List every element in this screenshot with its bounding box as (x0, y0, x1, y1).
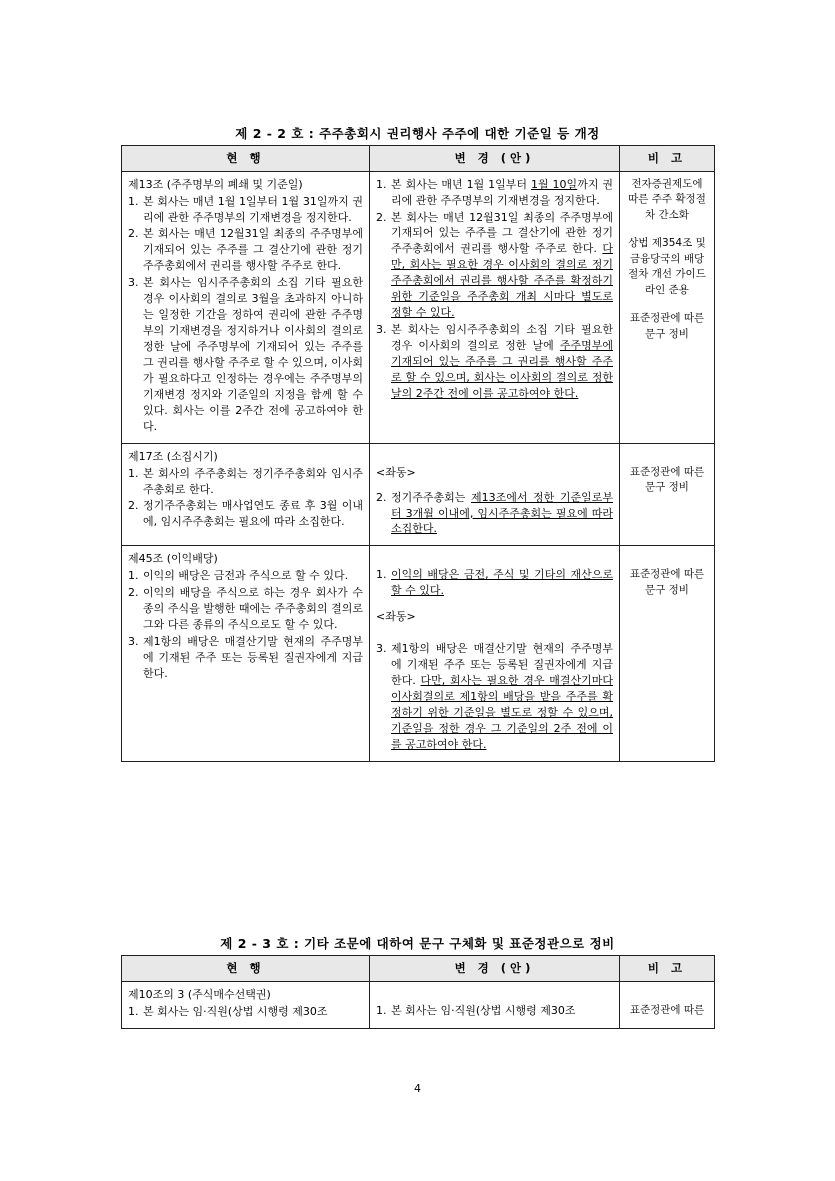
article-heading: 제17조 (소집시기) (128, 449, 218, 463)
list-item (376, 490, 613, 538)
spacer (376, 551, 613, 567)
list-item (376, 641, 613, 753)
cell-current-article-45 (122, 546, 370, 761)
list-item (128, 1004, 363, 1020)
table-row (122, 546, 715, 761)
item-text: 제1항의 배당은 매결산기말 현재의 주주명부에 기재된 주주 또는 등록된 질권자에게 지급한다. 다만, 회사는 필요한 경우 매결산기마다 이사회결의로 제1항의 배당을 받을 주주를 확정하기 위한 기준일을 별도로 정할 수 있으며, 기준일을 정한 경우 그 기준일의 2주 전에 이를 공고하여야 한다. (391, 642, 613, 751)
article-item-list (128, 194, 363, 435)
ditto-marker: <좌동> (376, 465, 416, 479)
item-text: 본 회사는 매년 1월 1일부터 1월 10일까지 권리에 관한 주주명부의 기재변경을 정지한다. (391, 177, 614, 207)
cell-note-article-45 (620, 546, 715, 761)
cell-note-article-10-3 (620, 981, 715, 1028)
spacer (376, 600, 613, 609)
ditto-marker: <좌동> (376, 610, 416, 624)
list-item (376, 177, 613, 209)
spacer (376, 481, 613, 490)
item-number: 1. (376, 568, 387, 582)
item-text: 본 회사는 임시주주총회의 소집 기타 필요한 경우 이사회의 결의로 정한 날에 주주명부에 기재되어 있는 주주를 그 권리를 행사할 주주로 할 수 있으며, 회사는 이사회의 결의로 정한 날의 2주간 전에 이를 공고하여야 한다. (391, 323, 613, 400)
cell-changed-article-17 (370, 443, 620, 546)
item-text: 본 회사는 임·직원(상법 시행령 제30조 (143, 1004, 328, 1018)
section-title-2-3: 제 2 - 3 호 : 기타 조문에 대하여 문구 구체화 및 표준정관으로 정비 (220, 936, 615, 951)
article-item-list (128, 568, 363, 682)
page-number: 4 (414, 1082, 421, 1095)
item-text: 이익의 배당은 금전과 주식으로 할 수 있다. (143, 569, 349, 583)
item-number: 2. (128, 586, 139, 600)
table-row (122, 443, 715, 546)
section-title-2-2: 제 2 - 2 호 : 주주총회시 권리행사 주주에 대한 기준일 등 개정 (235, 126, 600, 141)
table-header (122, 146, 715, 172)
item-text: 이익의 배당은 금전, 주식 및 기타의 재산으로 할 수 있다. (391, 568, 613, 598)
table-row (122, 171, 715, 443)
item-number: 1. (376, 1003, 387, 1017)
article-heading: 제13조 (주주명부의 폐쇄 및 기준일) (128, 177, 303, 191)
cell-changed-article-10-3 (370, 981, 620, 1028)
item-text: 본 회사는 임시주주총회의 소집 기타 필요한 경우 이사회의 결의로 3월을 초과하지 아니하는 일정한 기간을 정하여 권리에 관한 주주명부의 기재변경을 정지하거나 이사회의 결의로 정한 날에 주주명부에 기재되어 있는 주주를 그 권리를 행사할 주주로 할 수 있으며, 이사회가 필요하다고 인정하는 경우에는 주주명부의 기재변경 정지와 기준일의 지정을 함께 할 수 있다. 회사는 이를 2주간 전에 공고하여야 한다. (143, 276, 363, 433)
table-row (122, 981, 715, 1028)
item-number: 1. (376, 177, 387, 191)
note-text: 상법 제354조 및 금융당국의 배당절차 개선 가이드라인 준용 (628, 236, 706, 297)
spacer (376, 987, 613, 1003)
note-text: 표준정관에 따른 문구 정비 (629, 465, 705, 494)
item-number: 3. (128, 635, 139, 649)
item-text: 본 회사는 임·직원(상법 시행령 제30조 (391, 1003, 576, 1017)
list-item (128, 275, 363, 434)
item-number: 1. (128, 466, 139, 480)
column-header-note: 비 고 (620, 956, 715, 982)
column-header-note: 비 고 (620, 146, 715, 172)
list-item (128, 226, 363, 274)
spacer (376, 625, 613, 641)
article-heading: 제10조의 3 (주식매수선택권) (128, 987, 271, 1001)
item-text: 본 회사는 매년 12월31일 최종의 주주명부에 기재되어 있는 주주를 그 결산기에 관한 정기주주총회에서 권리를 행사할 주주로 한다. (143, 227, 363, 273)
note-text: 전자증권제도에 따른 주주 확정절차 간소화 (628, 177, 706, 222)
cell-changed-article-13 (370, 171, 620, 443)
item-number: 3. (376, 642, 387, 656)
table-header (122, 956, 715, 982)
article-item-list (128, 1004, 363, 1020)
list-item (376, 210, 613, 322)
list-item (128, 498, 363, 530)
table-header-row (122, 146, 715, 172)
column-header-changed: 변 경 (안) (370, 146, 620, 172)
item-text: 본 회사의 주주총회는 정기주주총회와 임시주주총회로 한다. (143, 466, 363, 496)
item-number: 2. (128, 227, 139, 241)
note-text: 표준정관에 따른 문구 정비 (629, 568, 705, 597)
item-number: 3. (128, 276, 139, 290)
list-item (376, 1003, 613, 1019)
list-item (376, 567, 613, 599)
cell-note-article-17 (620, 443, 715, 546)
cell-current-article-17 (122, 443, 370, 546)
column-header-changed: 변 경 (안) (370, 956, 620, 982)
item-number: 1. (128, 1004, 139, 1018)
article-item-list (376, 567, 613, 599)
spacer (626, 987, 708, 1003)
article-item-list (376, 1003, 613, 1019)
list-item (128, 194, 363, 226)
cell-changed-article-45 (370, 546, 620, 761)
list-item (128, 466, 363, 498)
item-text: 제1항의 배당은 매결산기말 현재의 주주명부에 기재된 주주 또는 등록된 질권자에게 지급한다. (143, 635, 363, 680)
article-item-list (376, 490, 613, 538)
column-header-current: 현 행 (122, 146, 370, 172)
spacer (626, 551, 708, 567)
item-text: 본 회사는 매년 12월31일 최종의 주주명부에 기재되어 있는 주주를 그 결산기에 관한 정기주주총회에서 권리를 행사할 주주로 한다. 다만, 회사는 필요한 경우 이사회의 결의로 정기주주총회에서 권리를 행사할 주주를 확정하기 위한 기준일을 주주총회 개최 시마다 별도로 정할 수 있다. (391, 210, 613, 320)
article-item-list (376, 641, 613, 753)
item-number: 1. (128, 194, 139, 208)
item-text: 이익의 배당을 주식으로 하는 경우 회사가 수종의 주식을 발행한 때에는 주주총회의 결의로 그와 다른 종류의 주식으로도 할 수 있다. (143, 586, 363, 632)
item-number: 2. (376, 490, 387, 504)
spacer (376, 449, 613, 465)
item-text: 본 회사는 매년 1월 1일부터 1월 31일까지 권리에 관한 주주명부의 기재변경을 정지한다. (143, 194, 363, 224)
list-item (128, 634, 363, 682)
item-number: 1. (128, 569, 139, 583)
cell-current-article-10-3 (122, 981, 370, 1028)
item-text: 정기주주총회는 매사업연도 종료 후 3월 이내에, 임시주주총회는 필요에 따라 소집한다. (143, 499, 363, 529)
article-item-list (376, 177, 613, 402)
amendment-table-2-3 (121, 955, 715, 1029)
item-number: 3. (376, 323, 387, 337)
article-item-list (128, 466, 363, 531)
amendment-table-2-2 (121, 145, 715, 762)
list-item (128, 585, 363, 633)
table-header-row (122, 956, 715, 982)
article-heading: 제45조 (이익배당) (128, 552, 218, 566)
spacer (626, 449, 708, 465)
note-text: 표준정관에 따른 (629, 1003, 705, 1016)
item-text: 정기주주총회는 제13조에서 정한 기준일로부터 3개월 이내에, 임시주주총회는 필요에 따라 소집한다. (391, 490, 613, 536)
list-item (128, 568, 363, 584)
column-header-current: 현 행 (122, 956, 370, 982)
cell-note-article-13 (620, 171, 715, 443)
item-number: 2. (376, 210, 387, 224)
cell-current-article-13 (122, 171, 370, 443)
list-item (376, 322, 613, 402)
item-number: 2. (128, 499, 139, 513)
note-text: 표준정관에 따른 문구 정비 (629, 311, 705, 340)
